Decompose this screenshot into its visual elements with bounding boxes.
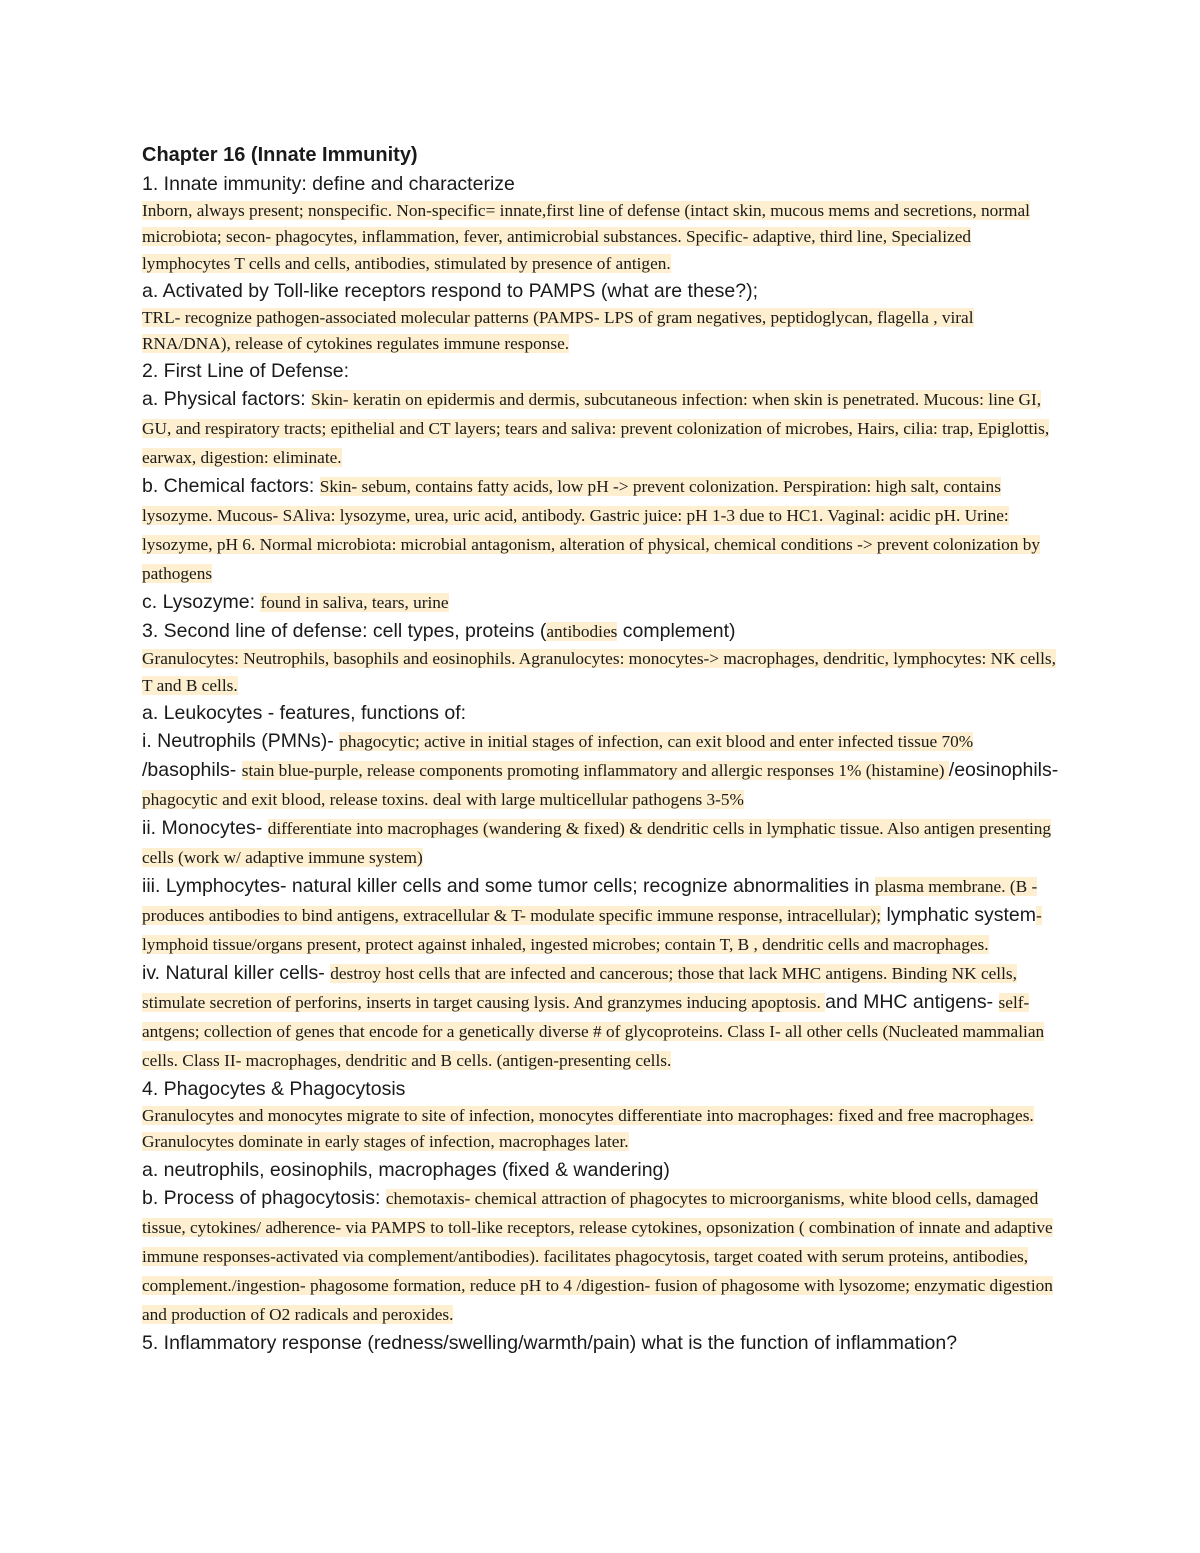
question-2: 2. First Line of Defense: bbox=[142, 360, 350, 383]
lysozyme-paragraph bbox=[142, 588, 1062, 617]
physical-factors-paragraph bbox=[142, 385, 1062, 472]
answer-1a-text: TRL- recognize pathogen-associated molecular patterns (PAMPS- LPS of gram negatives, peptidoglycan, flagella , viral RNA/DNA), release of cytokines regulates immune response. bbox=[142, 307, 974, 354]
answer-1-text: Inborn, always present; nonspecific. Non-specific= innate,first line of defense (intact skin, mucous mems and secretions, normal microbiota; secon- phagocytes, inflammation, fever, antimicrobial substances. Specific- adaptive, third line, Specialized lymphocytes T cells and cells, antibodies, stimulated by presence of antigen. bbox=[142, 201, 1030, 273]
question-3-text: 3. Second line of defense: cell types, proteins ( bbox=[142, 620, 547, 643]
question-1a: a. Activated by Toll-like receptors respond to PAMPS (what are these?); bbox=[142, 279, 758, 302]
chemical-factors-label: b. Chemical factors: bbox=[142, 475, 320, 498]
answer-3-text: Granulocytes: Neutrophils, basophils and eosinophils. Agranulocytes: monocytes-> macrophages, dendritic, lymphocytes: NK cells, T and B cells. bbox=[142, 649, 1056, 695]
question-3-antibodies: antibodies bbox=[546, 622, 618, 642]
answer-4 bbox=[142, 1103, 1062, 1156]
monocytes-label: ii. Monocytes- bbox=[142, 817, 268, 840]
question-3a: a. Leukocytes - features, functions of: bbox=[142, 702, 467, 725]
physical-factors-text: Skin- keratin on epidermis and dermis, subcutaneous infection: when skin is penetrated. Mucous: line GI, GU, and respiratory tracts; epithelial and CT layers; tears and saliva: prevent colonization of microbes, Hairs, cilia: trap, Epiglottis, earwax, digestion: eliminate. bbox=[142, 390, 1050, 468]
answer-3 bbox=[142, 646, 1062, 699]
chemical-factors-text: Skin- sebum, contains fatty acids, low pH -> prevent colonization. Perspiration: high salt, contains lysozyme. Mucous- SAliva: lysozyme, urea, uric acid, antibody. Gastric juice: pH 1-3 due to HC1. Vaginal: acidic pH. Urine: lysozyme, pH 6. Normal microbiota: microbial antagonism, alteration of physical, chemical conditions -> prevent colonization by pathogens bbox=[142, 477, 1041, 584]
mhc-antigens-text: self-antgens; collection of genes that encode for a genetically diverse # of glycoproteins. Class I- all other cells (Nucleated mammalian cells. Class II- macrophages, dendritic and B cells. (antigen-presenting cells. bbox=[142, 993, 1045, 1071]
question-3-end: complement) bbox=[617, 620, 736, 643]
eosinophils-text: phagocytic and exit blood, release toxins. deal with large multicellular pathogens 3-5% bbox=[142, 790, 744, 810]
nk-cells-label: iv. Natural killer cells- bbox=[142, 962, 331, 985]
phagocytosis-label: b. Process of phagocytosis: bbox=[142, 1186, 386, 1209]
answer-4-text: Granulocytes and monocytes migrate to site of infection, monocytes differentiate into macrophages: fixed and free macrophages. Granulocytes dominate in early stages of infection, macrophages later. bbox=[142, 1106, 1034, 1152]
monocytes-paragraph bbox=[142, 814, 1062, 872]
lysozyme-label: c. Lysozyme: bbox=[142, 591, 261, 614]
monocytes-text: differentiate into macrophages (wandering & fixed) & dendritic cells in lymphatic tissue. Also antigen presenting cells (work w/ adaptive immune system) bbox=[142, 819, 1052, 868]
lymphocytes-text: plasma membrane. (B - produces antibodies to bind antigens, extracellular & T- modulate specific immune response, intracellular); bbox=[142, 877, 1038, 926]
neutrophils-text: phagocytic; active in initial stages of infection, can exit blood and enter infected tissue 70% bbox=[339, 732, 974, 752]
neutrophils-label: i. Neutrophils (PMNs)- bbox=[142, 730, 340, 753]
lysozyme-text: found in saliva, tears, urine bbox=[260, 593, 449, 613]
lymphatic-system-label: lymphatic system bbox=[881, 904, 1036, 927]
question-3 bbox=[142, 617, 1062, 646]
chemical-factors-paragraph bbox=[142, 472, 1062, 588]
question-4: 4. Phagocytes & Phagocytosis bbox=[142, 1078, 406, 1101]
basophils-text: stain blue-purple, release components promoting inflammatory and allergic responses 1% (histamine) bbox=[241, 761, 949, 781]
eosinophils-label: /eosinophils- bbox=[948, 759, 1059, 782]
mhc-antigens-label: and MHC antigens- bbox=[825, 991, 999, 1014]
answer-1 bbox=[142, 198, 1062, 277]
nk-cells-text: destroy host cells that are infected and cancerous; those that lack MHC antigens. Binding NK cells, stimulate secretion of perforins, inserts in target causing lysis. And granzymes inducing apoptosis. bbox=[142, 964, 1017, 1013]
lymphocytes-paragraph bbox=[142, 872, 1062, 959]
lymphatic-system-text: - lymphoid tissue/organs present, protect against inhaled, ingested microbes; contain T, B , dendritic cells and macrophages. bbox=[142, 906, 1042, 955]
chapter-title: Chapter 16 (Innate Immunity) bbox=[142, 144, 418, 166]
phagocytosis-text: chemotaxis- chemical attraction of phagocytes to microorganisms, white blood cells, damaged tissue, cytokines/ adherence- via PAMPS to toll-like receptors, release cytokines, opsonization ( combination of innate and adaptive immune responses-activated via complement/antibodies). facilitates phagocytosis, target coated with serum proteins, antibodies, complement./ingestion- phagosome formation, reduce pH to 4 /digestion- fusion of phagosome with lysozome; enzymatic digestion and production of O2 radicals and peroxides. bbox=[142, 1188, 1053, 1324]
nk-cells-paragraph bbox=[142, 959, 1062, 1075]
question-1: 1. Innate immunity: define and characterize bbox=[142, 173, 515, 195]
question-4a: a. neutrophils, eosinophils, macrophages (fixed & wandering) bbox=[142, 1158, 670, 1181]
phagocytosis-paragraph bbox=[142, 1184, 1062, 1329]
neutrophils-paragraph bbox=[142, 727, 1062, 814]
document-body bbox=[142, 140, 1062, 1357]
lymphocytes-label: iii. Lymphocytes- natural killer cells and some tumor cells; recognize abnormalities in bbox=[142, 875, 875, 898]
answer-1a bbox=[142, 305, 1062, 358]
physical-factors-label: a. Physical factors: bbox=[142, 388, 312, 411]
basophils-label: /basophils- bbox=[142, 759, 242, 782]
question-5: 5. Inflammatory response (redness/swelling/warmth/pain) what is the function of inflammation? bbox=[142, 1331, 958, 1354]
